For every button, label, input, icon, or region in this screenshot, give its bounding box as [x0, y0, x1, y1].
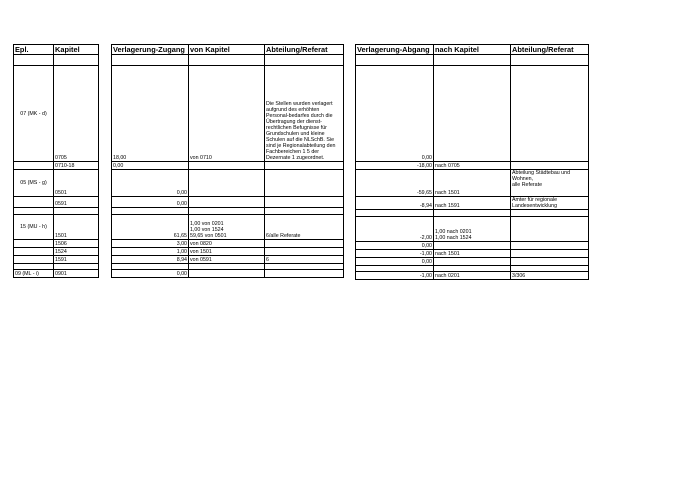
kapitel-0901: 0901 [54, 270, 99, 278]
kapitel-0591: 0591 [54, 197, 99, 208]
nach-kapitel-0901: nach 0201 [434, 272, 511, 280]
table-abgang [355, 44, 589, 280]
nach-kapitel-0591: nach 1591 [434, 197, 511, 210]
header-nach-kapitel: nach Kapitel [434, 45, 511, 55]
von-kapitel-1524: von 1501 [189, 248, 265, 256]
abgang-1591: 0,00 [356, 258, 434, 266]
header-verlagerung-abgang: Verlagerung-Abgang [356, 45, 434, 55]
table-row [356, 170, 589, 197]
kapitel-0710-18: 0710-18 [54, 162, 99, 170]
abgang-1524: -1,00 [356, 250, 434, 258]
abgang-0710: -18,00 [356, 162, 434, 170]
header-verlagerung-zugang: Verlagerung-Zugang [112, 45, 189, 55]
abgang-0705: 0,00 [356, 66, 434, 162]
abgang-0501: -59,65 [356, 170, 434, 197]
header-abteilung-referat: Abteilung/Referat [511, 45, 589, 55]
nach-kapitel-1501: 1,00 nach 0201 1,00 nach 1524 [434, 217, 511, 242]
header-von-kapitel: von Kapitel [189, 45, 265, 55]
nach-kapitel-0710: nach 0705 [434, 162, 511, 170]
abteilung-abgang-0901: 3/306 [511, 272, 589, 280]
kapitel-1501: 1501 [54, 215, 99, 240]
epl-09: 09 (ML - i) [14, 270, 54, 278]
kapitel-1591: 1591 [54, 256, 99, 264]
zugang-0591: 0,00 [112, 197, 189, 208]
abteilung-zugang-0705: Die Stellen wurden verlagert aufgrund des erhöhten Personal-bedarfes durch die Übertragung der dienst-rechtlichen Befugnisse für Grundschulen und kleine Schulen auf die NLSchB. Sie sind je Regionalabteilung den Fachbereichen 1 5 der Dezernate 1 zugeordnet. [265, 66, 344, 162]
table-zugang [111, 44, 344, 278]
zugang-1506: 3,00 [112, 240, 189, 248]
table-epl-kapitel [13, 44, 99, 278]
abteilung-zugang-1591: 6 [265, 256, 344, 264]
nach-kapitel-1524: nach 1501 [434, 250, 511, 258]
zugang-0705: 18,00 [112, 66, 189, 162]
zugang-0901: 0,00 [112, 270, 189, 278]
abgang-1501: -2,00 [356, 217, 434, 242]
von-kapitel-1506: von 0820 [189, 240, 265, 248]
header-epl: Epl. [14, 45, 54, 55]
kapitel-1524: 1524 [54, 248, 99, 256]
kapitel-1506: 1506 [54, 240, 99, 248]
zugang-1591: 8,94 [112, 256, 189, 264]
abteilung-abgang-0710: Abteilung Städtebau und Wohnen, alle Referate [511, 170, 589, 197]
abteilung-zugang-1501: 6/alle Referate [265, 215, 344, 240]
zugang-1501: 61,65 [112, 215, 189, 240]
table-row [14, 170, 99, 197]
abgang-0901: -1,00 [356, 272, 434, 280]
table-row [14, 66, 99, 162]
table-row [112, 66, 344, 162]
header-row [356, 45, 589, 55]
table-row [14, 215, 99, 240]
epl-05: 05 (MS - g) [14, 170, 54, 197]
table-row [14, 270, 99, 278]
von-kapitel-1501: 1,00 von 0201 1,00 von 1524 59,65 von 0501 [189, 215, 265, 240]
kapitel-0501: 0501 [54, 170, 99, 197]
header-abteilung-referat: Abteilung/Referat [265, 45, 344, 55]
table-row [112, 215, 344, 240]
table-row [356, 217, 589, 242]
header-kapitel: Kapitel [54, 45, 99, 55]
zugang-0710: 0,00 [112, 162, 189, 170]
epl-07: 07 (MK - d) [14, 66, 54, 162]
abgang-1506: 0,00 [356, 242, 434, 250]
epl-15: 15 (MU - h) [14, 215, 54, 240]
kapitel-0705: 0705 [54, 66, 99, 162]
zugang-1524: 1,00 [112, 248, 189, 256]
abgang-0591: -8,94 [356, 197, 434, 210]
header-row [14, 45, 99, 55]
nach-kapitel-0501: nach 1501 [434, 170, 511, 197]
von-kapitel-1591: von 0591 [189, 256, 265, 264]
von-kapitel-0705: von 0710 [189, 66, 265, 162]
zugang-0501: 0,00 [112, 170, 189, 197]
abteilung-abgang-0591: Ämter für regionale Landesentwicklung [511, 197, 589, 210]
header-row [112, 45, 344, 55]
